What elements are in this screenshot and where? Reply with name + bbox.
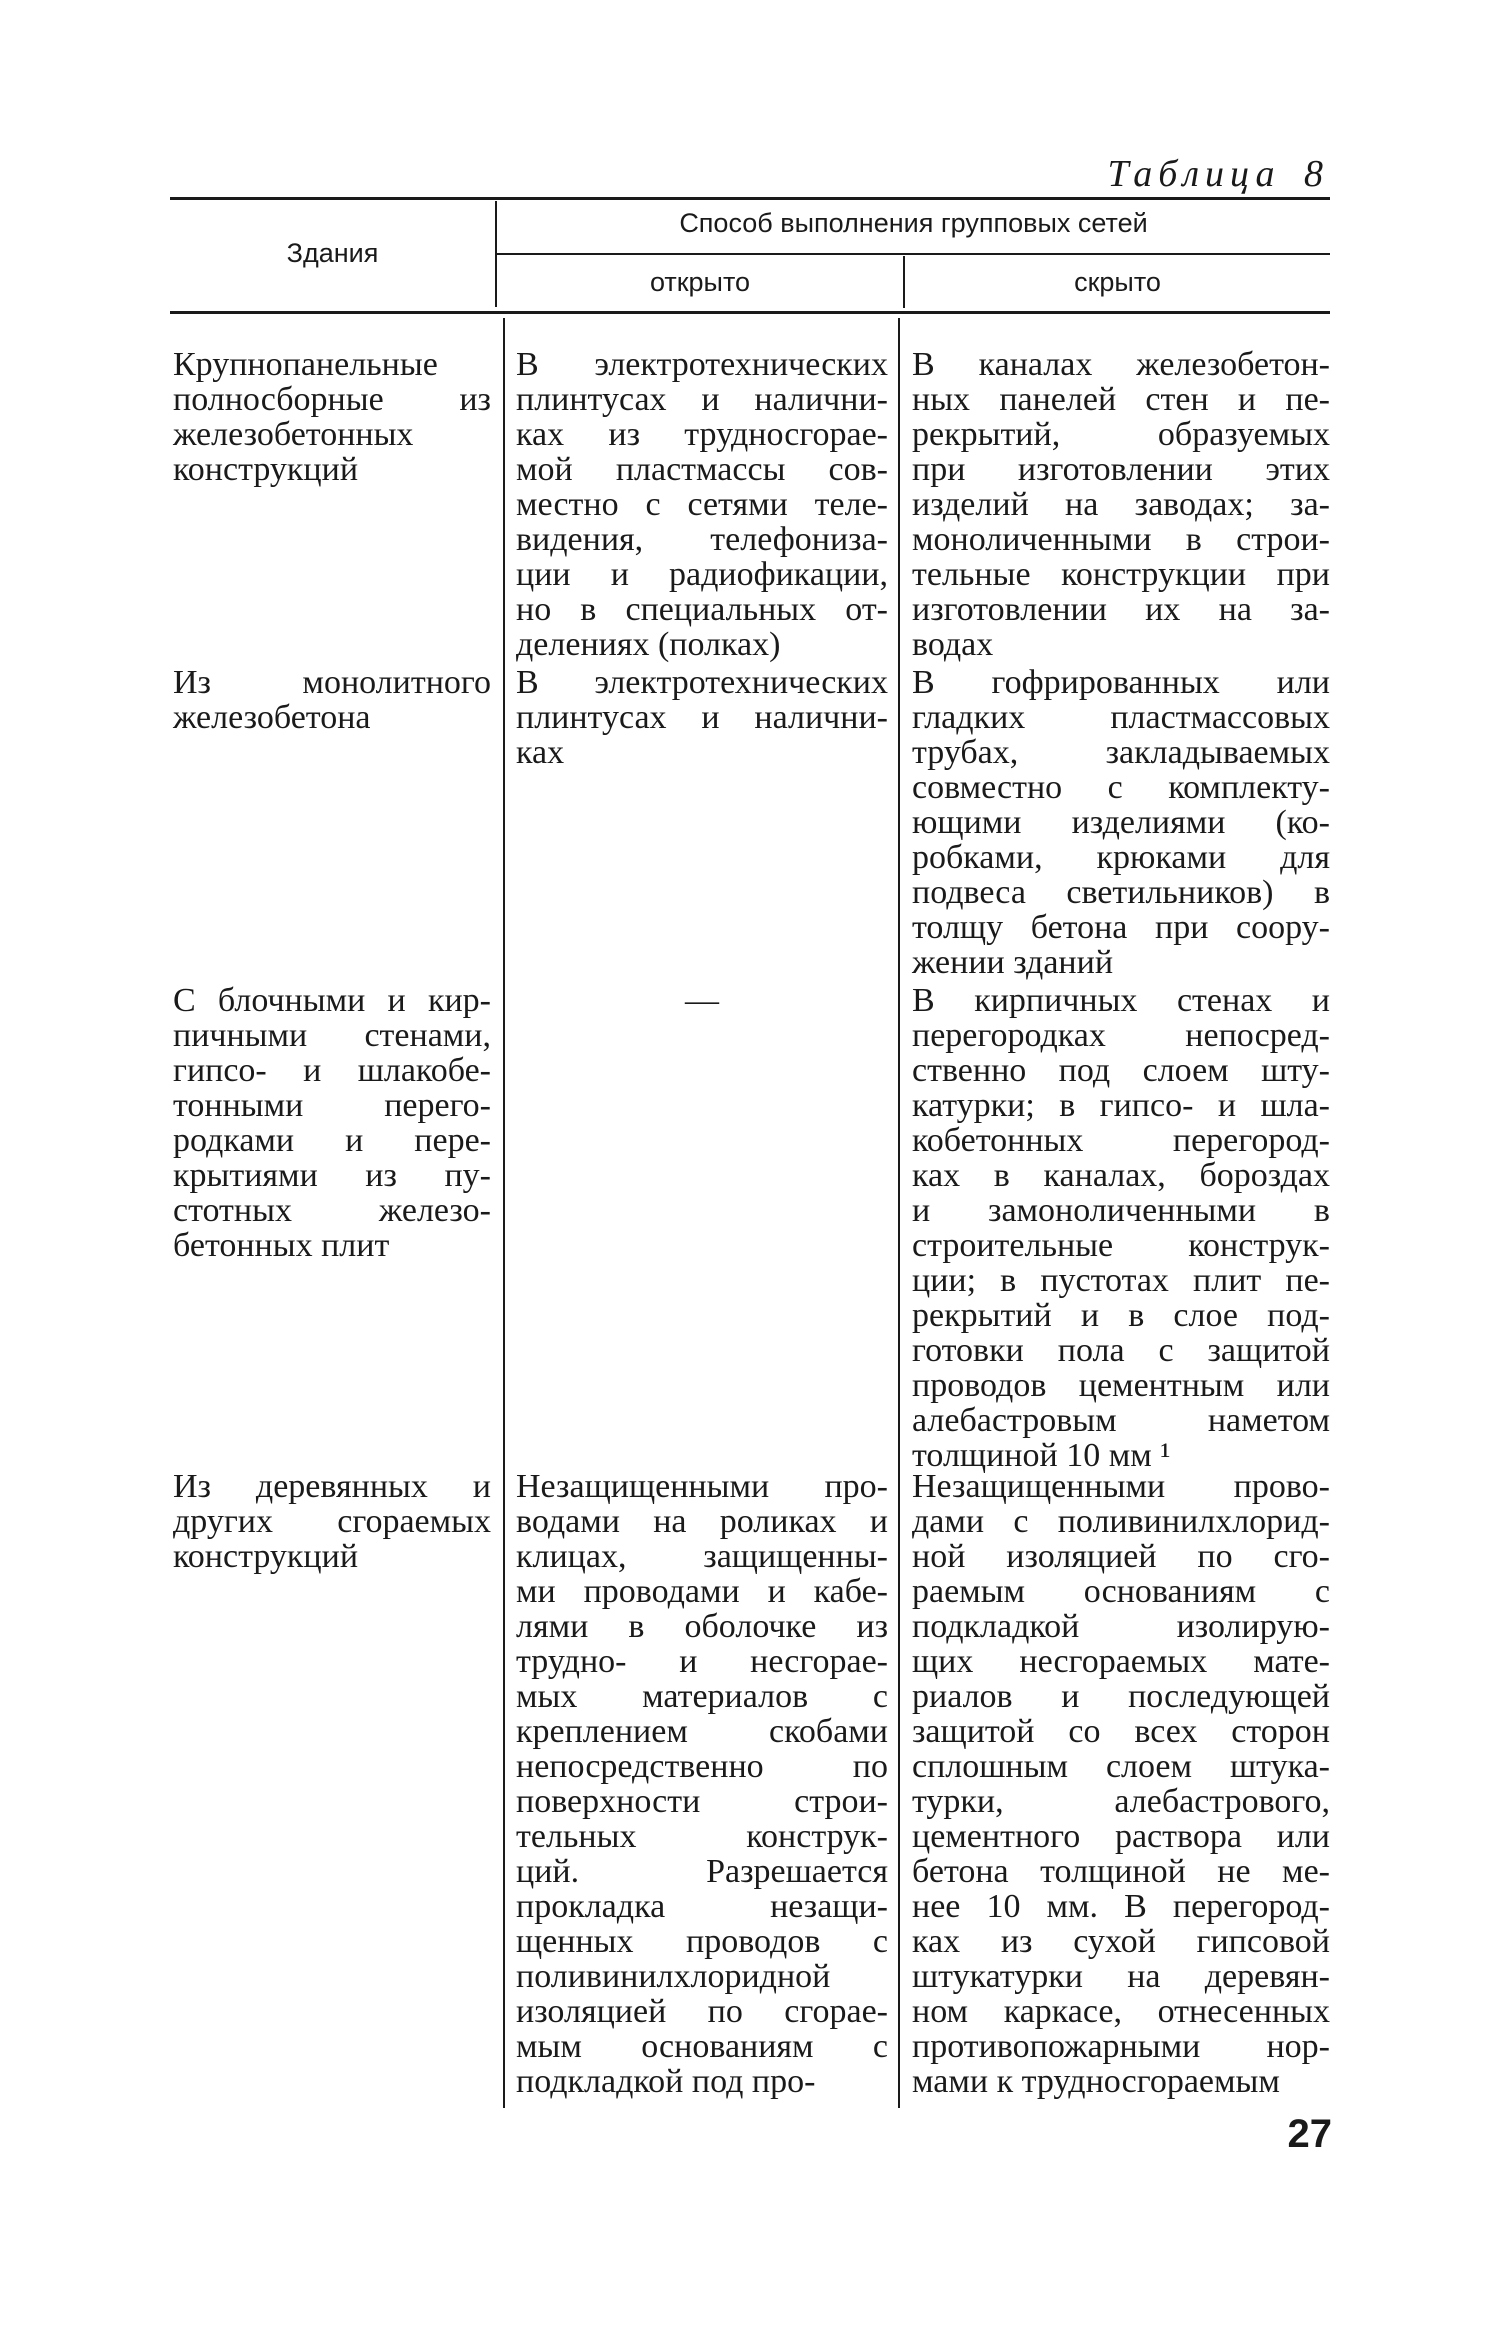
text-line: ках bbox=[516, 734, 565, 771]
text-line: ции; в пустотах плит пе- bbox=[912, 1262, 1330, 1299]
header-hidden: скрыто bbox=[1074, 267, 1161, 297]
text-line: тельные конструкции при bbox=[912, 556, 1330, 593]
text-line: жении зданий bbox=[912, 944, 1114, 981]
text-line: гипсо- и шлакобе- bbox=[173, 1052, 491, 1089]
text-line: ках из трудносгорае- bbox=[516, 416, 888, 453]
text-line: Из деревянных и bbox=[173, 1468, 491, 1505]
text-line: подкладкой изолирую- bbox=[912, 1608, 1330, 1645]
text-line: моноличенными в строи- bbox=[912, 521, 1330, 558]
text-line: бетона толщиной не ме- bbox=[912, 1853, 1330, 1890]
row-2-building-cell bbox=[173, 665, 491, 735]
text-line: кобетонных перегород- bbox=[912, 1122, 1330, 1159]
text-line: плинтусах и налични- bbox=[516, 699, 888, 736]
column-divider-1 bbox=[503, 318, 505, 2108]
text-line: полносборные из bbox=[173, 381, 491, 418]
text-line: Незащищенными про- bbox=[516, 1468, 888, 1505]
text-line: В каналах железобетон- bbox=[912, 346, 1330, 383]
text-line: видения, телефониза- bbox=[516, 521, 888, 558]
text-line: противопожарными нор- bbox=[912, 2028, 1330, 2065]
text-line: делениях (полках) bbox=[516, 626, 781, 663]
text-line: гладких пластмассовых bbox=[912, 699, 1330, 736]
text-line: ций. Разрешается bbox=[516, 1853, 888, 1890]
text-line: готовки пола с защитой bbox=[912, 1332, 1330, 1369]
text-line: В гофрированных или bbox=[912, 664, 1330, 701]
text-line: раемым основаниям с bbox=[912, 1573, 1330, 1610]
text-line: ном каркасе, отнесенных bbox=[912, 1993, 1330, 2030]
text-line: щенных проводов с bbox=[516, 1923, 888, 1960]
text-line: щих несгораемых мате- bbox=[912, 1643, 1330, 1680]
text-line: подкладкой под про- bbox=[516, 2063, 816, 2100]
text-line: родками и пере- bbox=[173, 1122, 491, 1159]
text-line: защитой со всех сторон bbox=[912, 1713, 1330, 1750]
page-number: 27 bbox=[1287, 2112, 1332, 2156]
text-line: прокладка незащи- bbox=[516, 1888, 888, 1925]
header-open: открыто bbox=[649, 267, 751, 297]
text-line: турки, алебастрового, bbox=[912, 1783, 1330, 1820]
text-line: проводов цементным или bbox=[912, 1367, 1330, 1404]
text-line: трубах, закладываемых bbox=[912, 734, 1330, 771]
text-line: цементного раствора или bbox=[912, 1818, 1330, 1855]
text-line: робками, крюками для bbox=[912, 839, 1330, 876]
text-line: других сгораемых bbox=[173, 1503, 491, 1540]
header-method: Способ выполнения групповых сетей bbox=[679, 208, 1148, 238]
text-line: Из монолитного bbox=[173, 664, 491, 701]
text-line: при изготовлении этих bbox=[912, 451, 1330, 488]
text-line: ной изоляцией по сго- bbox=[912, 1538, 1330, 1575]
text-line: ственно под слоем шту- bbox=[912, 1052, 1330, 1089]
row-2-open-cell bbox=[516, 665, 888, 770]
text-line: изоляцией по сгорае- bbox=[516, 1993, 888, 2030]
text-line: В кирпичных стенах и bbox=[912, 982, 1330, 1019]
text-line: непосредственно по bbox=[516, 1748, 888, 1785]
text-line: бетонных плит bbox=[173, 1227, 390, 1264]
table-top-rule bbox=[170, 197, 1330, 200]
text-line: поверхности строи- bbox=[516, 1783, 888, 1820]
text-line: и замоноличенными в bbox=[912, 1192, 1330, 1229]
text-line: железобетона bbox=[173, 699, 371, 736]
text-line: креплением скобами bbox=[516, 1713, 888, 1750]
row-4-building-cell bbox=[173, 1469, 491, 1574]
text-line: дами с поливинилхлорид- bbox=[912, 1503, 1330, 1540]
text-line: В электротехнических bbox=[516, 664, 888, 701]
text-line: мами к трудносгораемым bbox=[912, 2063, 1280, 2100]
text-line: штукатурки на деревян- bbox=[912, 1958, 1330, 1995]
text-line: Крупнопанельные bbox=[173, 346, 438, 383]
text-line: сплошным слоем штука- bbox=[912, 1748, 1330, 1785]
text-line: рекрытий и в слое под- bbox=[912, 1297, 1330, 1334]
row-4-hidden-cell bbox=[912, 1469, 1330, 2099]
text-line: катурки; в гипсо- и шла- bbox=[912, 1087, 1330, 1124]
text-line: В электротехнических bbox=[516, 346, 888, 383]
text-line: толщиной 10 мм ¹ bbox=[912, 1437, 1171, 1474]
text-line: стотных железо- bbox=[173, 1192, 491, 1229]
text-line: ми проводами и кабе- bbox=[516, 1573, 888, 1610]
text-line: местно с сетями теле- bbox=[516, 486, 888, 523]
row-3-hidden-cell bbox=[912, 983, 1330, 1473]
text-line: алебастровым наметом bbox=[912, 1402, 1330, 1439]
text-line: риалов и последующей bbox=[912, 1678, 1330, 1715]
text-line: конструкций bbox=[173, 451, 359, 488]
row-4-open-cell bbox=[516, 1469, 888, 2099]
text-line: крытиями из пу- bbox=[173, 1157, 491, 1194]
text-line: лями в оболочке из bbox=[516, 1608, 888, 1645]
text-line: совместно с комплекту- bbox=[912, 769, 1330, 806]
text-line: пичными стенами, bbox=[173, 1017, 491, 1054]
row-3-building-cell bbox=[173, 983, 491, 1263]
text-line: нее 10 мм. В перегород- bbox=[912, 1888, 1330, 1925]
text-line: толщу бетона при соору- bbox=[912, 909, 1330, 946]
text-line: мым основаниям с bbox=[516, 2028, 888, 2065]
method-underline bbox=[497, 253, 1330, 255]
table-caption-number: 8 bbox=[1304, 153, 1329, 195]
row-1-hidden-cell bbox=[912, 347, 1330, 662]
text-line: клицах, защищенны- bbox=[516, 1538, 888, 1575]
text-line: ции и радиофикации, bbox=[516, 556, 888, 593]
text-line: рекрытий, образуемых bbox=[912, 416, 1330, 453]
text-line: подвеса светильников) в bbox=[912, 874, 1330, 911]
header-bottom-rule bbox=[170, 311, 1330, 314]
text-line: конструкций bbox=[173, 1538, 359, 1575]
text-line: поливинилхлоридной bbox=[516, 1958, 831, 1995]
table-caption bbox=[1108, 152, 1329, 196]
row-3-open-dash: — bbox=[685, 982, 719, 1019]
row-1-building-cell bbox=[173, 347, 491, 487]
column-divider-2 bbox=[898, 318, 900, 2108]
text-line: ках в каналах, бороздах bbox=[912, 1157, 1330, 1194]
text-line: С блочными и кир- bbox=[173, 982, 491, 1019]
text-line: тонными перего- bbox=[173, 1087, 491, 1124]
text-line: водах bbox=[912, 626, 994, 663]
header-buildings: Здания bbox=[286, 238, 379, 268]
text-line: но в специальных от- bbox=[516, 591, 888, 628]
text-line: изготовлении их на за- bbox=[912, 591, 1330, 628]
text-line: ках из сухой гипсовой bbox=[912, 1923, 1330, 1960]
text-line: водами на роликах и bbox=[516, 1503, 888, 1540]
text-line: изделий на заводах; за- bbox=[912, 486, 1330, 523]
text-line: мой пластмассы сов- bbox=[516, 451, 888, 488]
text-line: железобетонных bbox=[173, 416, 414, 453]
row-1-open-cell bbox=[516, 347, 888, 662]
text-line: строительные конструк- bbox=[912, 1227, 1330, 1264]
text-line: Незащищенными прово- bbox=[912, 1468, 1330, 1505]
text-line: плинтусах и налични- bbox=[516, 381, 888, 418]
text-line: тельных конструк- bbox=[516, 1818, 888, 1855]
row-2-hidden-cell bbox=[912, 665, 1330, 980]
text-line: мых материалов с bbox=[516, 1678, 888, 1715]
text-line: трудно- и несгорае- bbox=[516, 1643, 888, 1680]
table-caption-label: Таблица bbox=[1107, 153, 1281, 195]
text-line: ющими изделиями (ко- bbox=[912, 804, 1330, 841]
text-line: ных панелей стен и пе- bbox=[912, 381, 1330, 418]
text-line: перегородках непосред- bbox=[912, 1017, 1330, 1054]
